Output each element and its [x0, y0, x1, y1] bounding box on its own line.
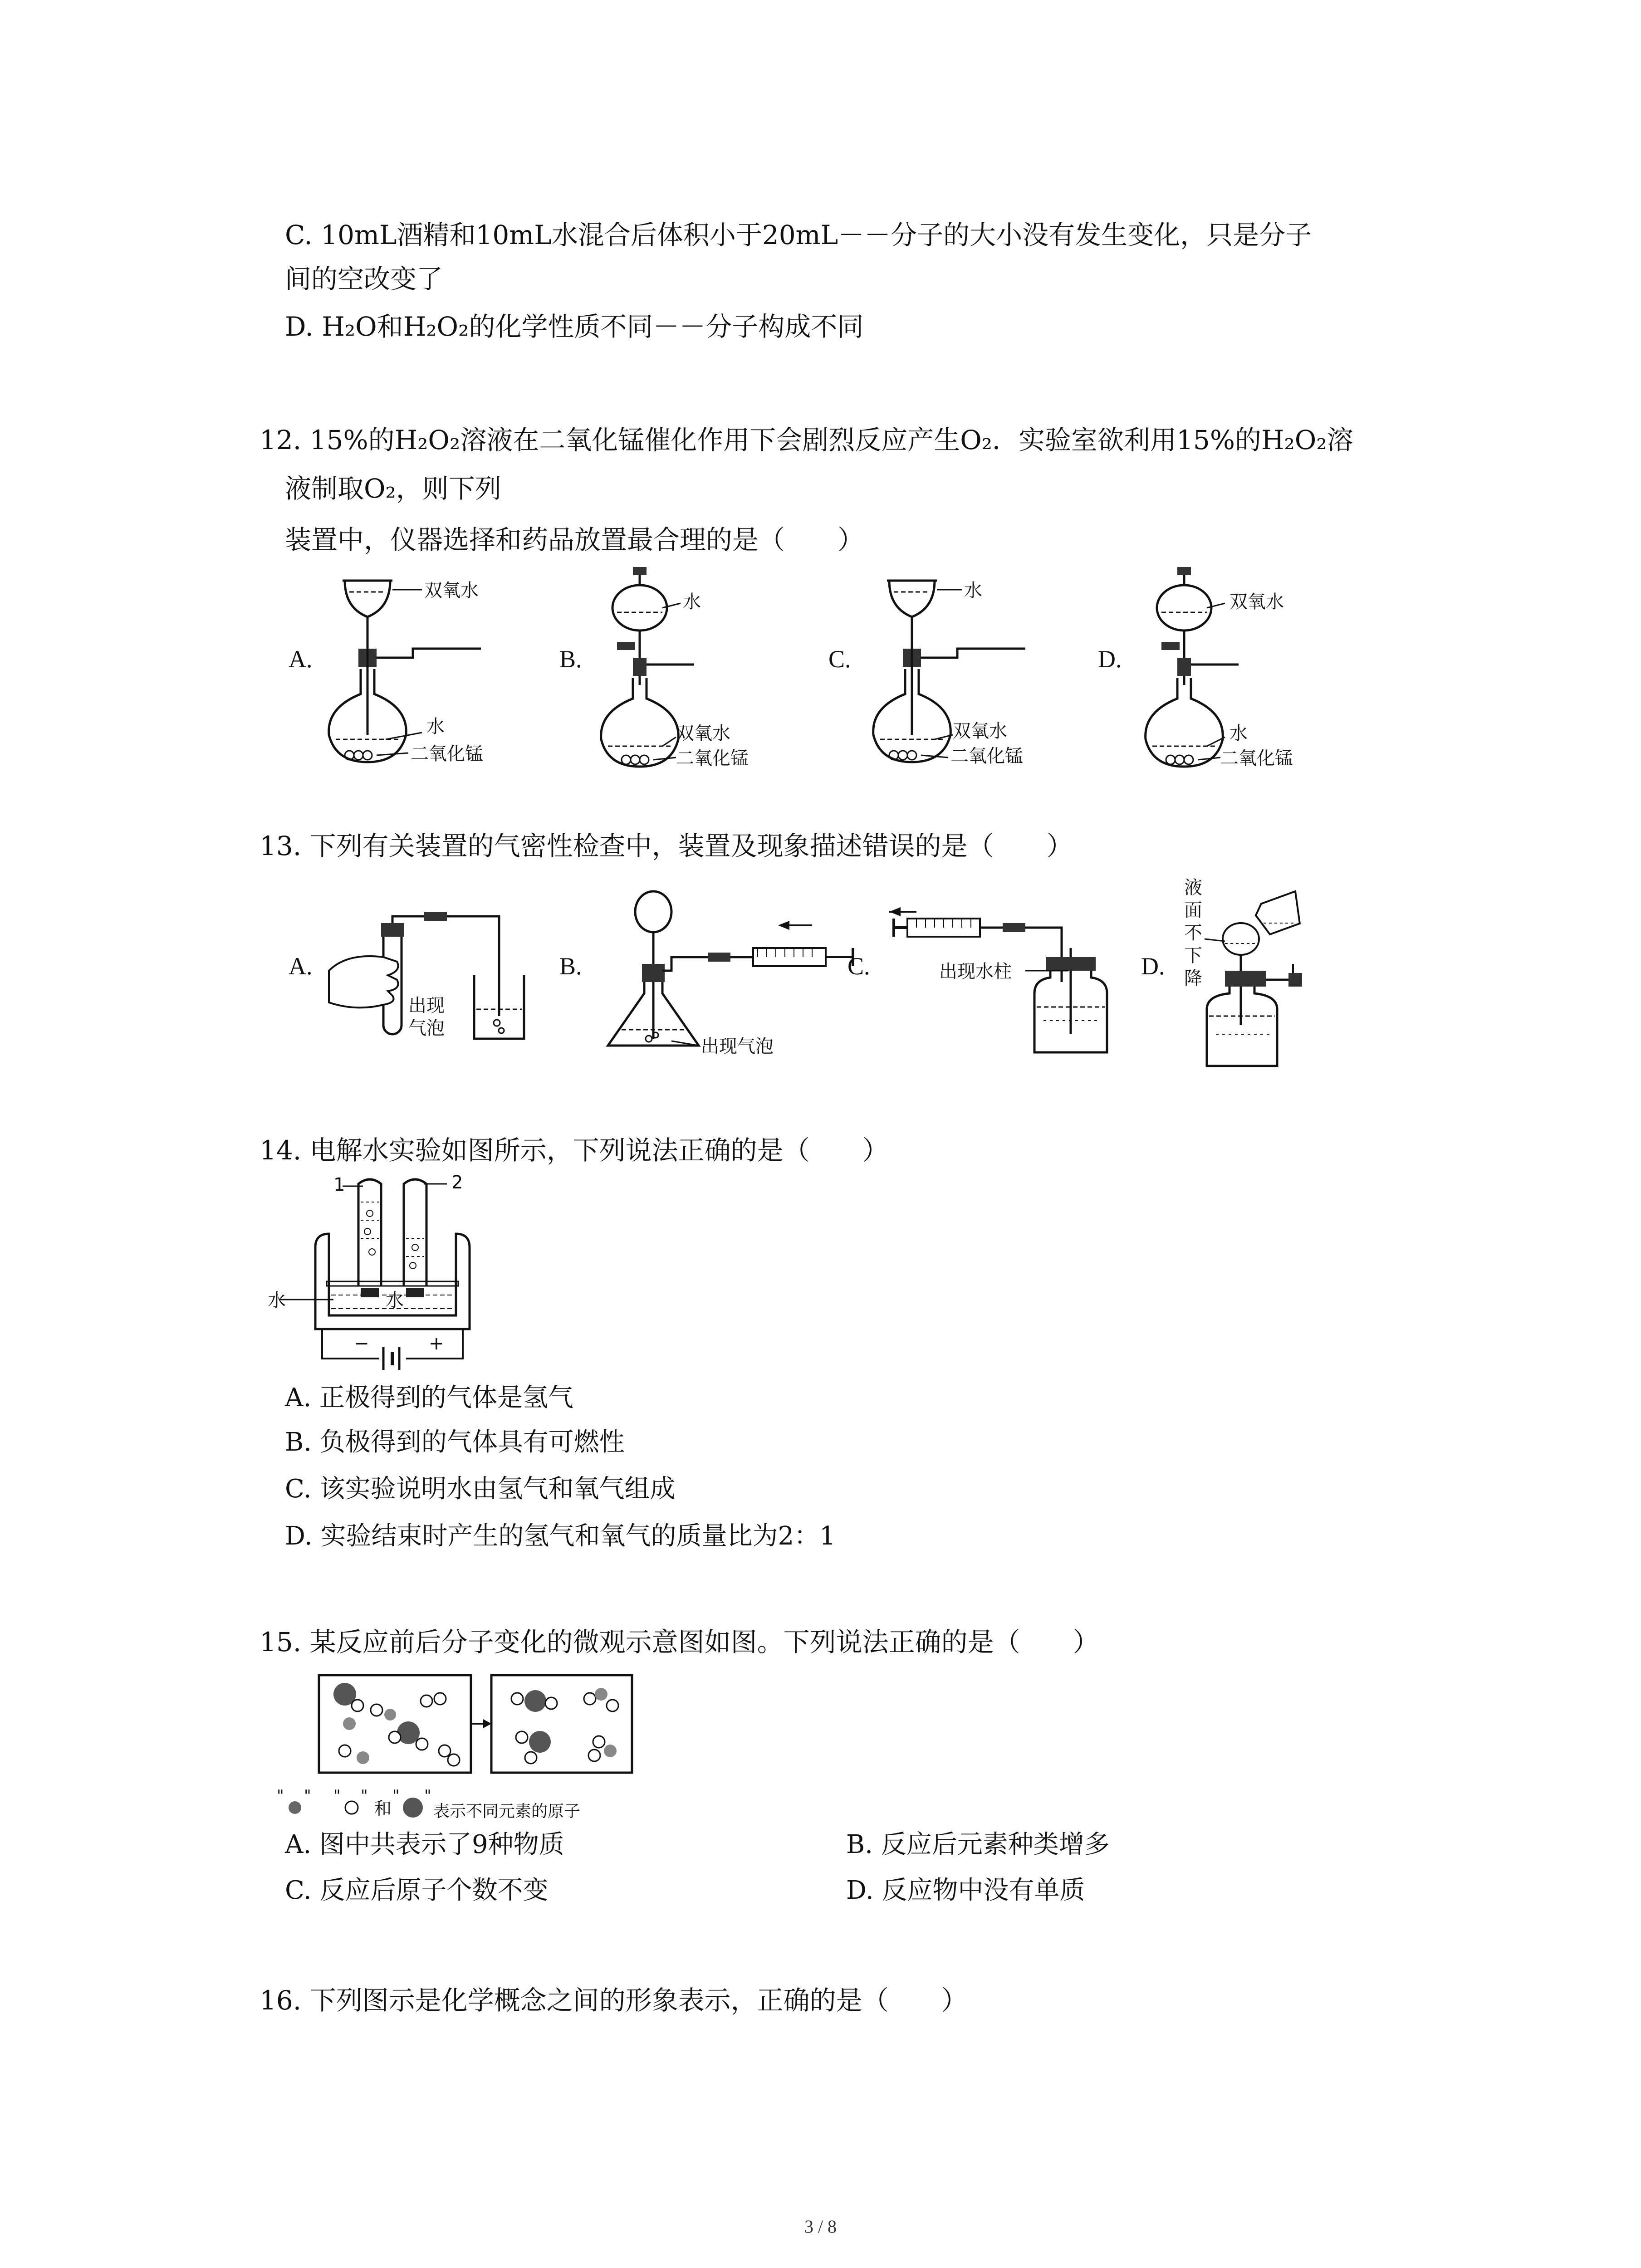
q14-water-label-left: 水 [268, 1290, 286, 1311]
q15-legend-dark-atom [403, 1798, 423, 1818]
q13-apparatus-b [599, 889, 871, 1057]
q15-option-c: C. 反应后原子个数不变 [285, 1876, 549, 1905]
q13-d-label-5: 降 [1184, 968, 1202, 989]
q15-legend-gray-atom [289, 1801, 301, 1814]
q12-apparatus-c [862, 572, 1071, 771]
q15-legend-and: 和 [374, 1799, 392, 1818]
q15-legend-text: 表示不同元素的原子 [433, 1802, 581, 1821]
q12-b-label-mid: 双氧水 [676, 723, 730, 744]
q12-stem-line2: 液制取O₂，则下列 [285, 473, 501, 504]
q12-apparatus-d [1134, 567, 1343, 771]
q13-d-label-1: 液 [1184, 877, 1202, 898]
q11-option-c-line2: 间的空改变了 [285, 264, 443, 294]
q13-option-b-label: B. [559, 953, 582, 980]
svg-text:": " [392, 1787, 400, 1805]
q14-minus-label: − [354, 1333, 369, 1354]
svg-text:": " [304, 1787, 311, 1805]
q12-d-label-bot: 二氧化锰 [1220, 748, 1293, 769]
q12-stem-line3: 装置中，仪器选择和药品放置最合理的是（ ） [285, 524, 864, 555]
q15-option-a: A. 图中共表示了9种物质 [285, 1830, 564, 1859]
svg-text:": " [424, 1787, 431, 1805]
q12-option-d-label: D. [1098, 645, 1122, 673]
q13-option-c-label: C. [847, 953, 870, 980]
q14-option-c: C. 该实验说明水由氢气和氧气组成 [285, 1474, 676, 1504]
q13-apparatus-a [320, 912, 529, 1048]
q15-legend-white-atom [345, 1801, 358, 1814]
q12-a-label-top: 双氧水 [424, 580, 479, 601]
q13-a-label-1: 出现 [408, 995, 445, 1016]
svg-text:": " [277, 1787, 284, 1805]
q13-apparatus-d [1180, 877, 1361, 1070]
q14-water-label-mid: 水 [386, 1290, 404, 1311]
q12-c-label-bot: 二氧化锰 [950, 746, 1023, 767]
q12-apparatus-b [590, 567, 780, 771]
q13-option-a-label: A. [289, 953, 313, 980]
q12-b-label-bot: 二氧化锰 [676, 748, 749, 769]
q12-option-b-label: B. [559, 645, 582, 673]
q14-tube-2-label: 2 [451, 1172, 463, 1193]
q12-b-label-top: 水 [683, 591, 701, 612]
q12-apparatus-a [318, 572, 554, 771]
q12-d-label-mid: 水 [1230, 723, 1248, 744]
q14-electrolysis-diagram [268, 1172, 488, 1365]
q12-c-label-mid: 双氧水 [953, 721, 1007, 742]
q13-d-label-4: 下 [1184, 945, 1202, 966]
q14-option-a: A. 正极得到的气体是氢气 [285, 1383, 574, 1413]
q15-option-d: D. 反应物中没有单质 [846, 1876, 1085, 1905]
q12-a-label-mid: 水 [426, 716, 445, 737]
q12-option-a-label: A. [289, 645, 313, 673]
q12-a-label-bot: 二氧化锰 [411, 743, 483, 764]
q13-a-label-2: 气泡 [408, 1018, 445, 1039]
q13-c-label-1: 出现水柱 [939, 961, 1012, 982]
q15-stem: 15. 某反应前后分子变化的微观示意图如图。下列说法正确的是（ ） [260, 1627, 1099, 1657]
q13-apparatus-c [889, 903, 1116, 1057]
svg-text:": " [361, 1787, 368, 1805]
svg-text:": " [333, 1787, 341, 1805]
q15-legend [277, 1787, 685, 1823]
q13-d-label-2: 面 [1184, 900, 1202, 921]
q15-option-b: B. 反应后元素种类增多 [846, 1830, 1110, 1859]
q13-stem: 13. 下列有关装置的气密性检查中，装置及现象描述错误的是（ ） [260, 831, 1073, 861]
q13-d-label-3: 不 [1184, 923, 1202, 943]
q12-stem-line1: 12. 15%的H₂O₂溶液在二氧化锰催化作用下会剧烈反应产生O₂．实验室欲利用15%的H₂O₂溶 [260, 425, 1353, 455]
q12-c-label-top: 水 [964, 580, 982, 601]
q14-option-b: B. 负极得到的气体具有可燃性 [285, 1427, 625, 1457]
q13-option-d-label: D. [1141, 953, 1165, 980]
q12-option-c-label: C. [828, 645, 851, 673]
q12-d-label-top: 双氧水 [1230, 591, 1284, 612]
page-number: 3 / 8 [804, 2216, 837, 2237]
q11-option-d: D. H₂O和H₂O₂的化学性质不同－－分子构成不同 [285, 311, 864, 342]
q14-tube-1-label: 1 [333, 1174, 345, 1195]
q16-stem: 16. 下列图示是化学概念之间的形象表示，正确的是（ ） [260, 1985, 968, 2016]
q13-b-label-1: 出现气泡 [701, 1036, 774, 1057]
q11-option-c-line1: C. 10mL酒精和10mL水混合后体积小于20mL－－分子的大小没有发生变化，只是分子 [285, 220, 1312, 250]
q14-stem: 14. 电解水实验如图所示，下列说法正确的是（ ） [260, 1135, 889, 1166]
q15-reaction-diagram [318, 1674, 635, 1778]
q14-option-d: D. 实验结束时产生的氢气和氧气的质量比为2：1 [285, 1521, 836, 1551]
q14-plus-label: + [429, 1333, 444, 1354]
